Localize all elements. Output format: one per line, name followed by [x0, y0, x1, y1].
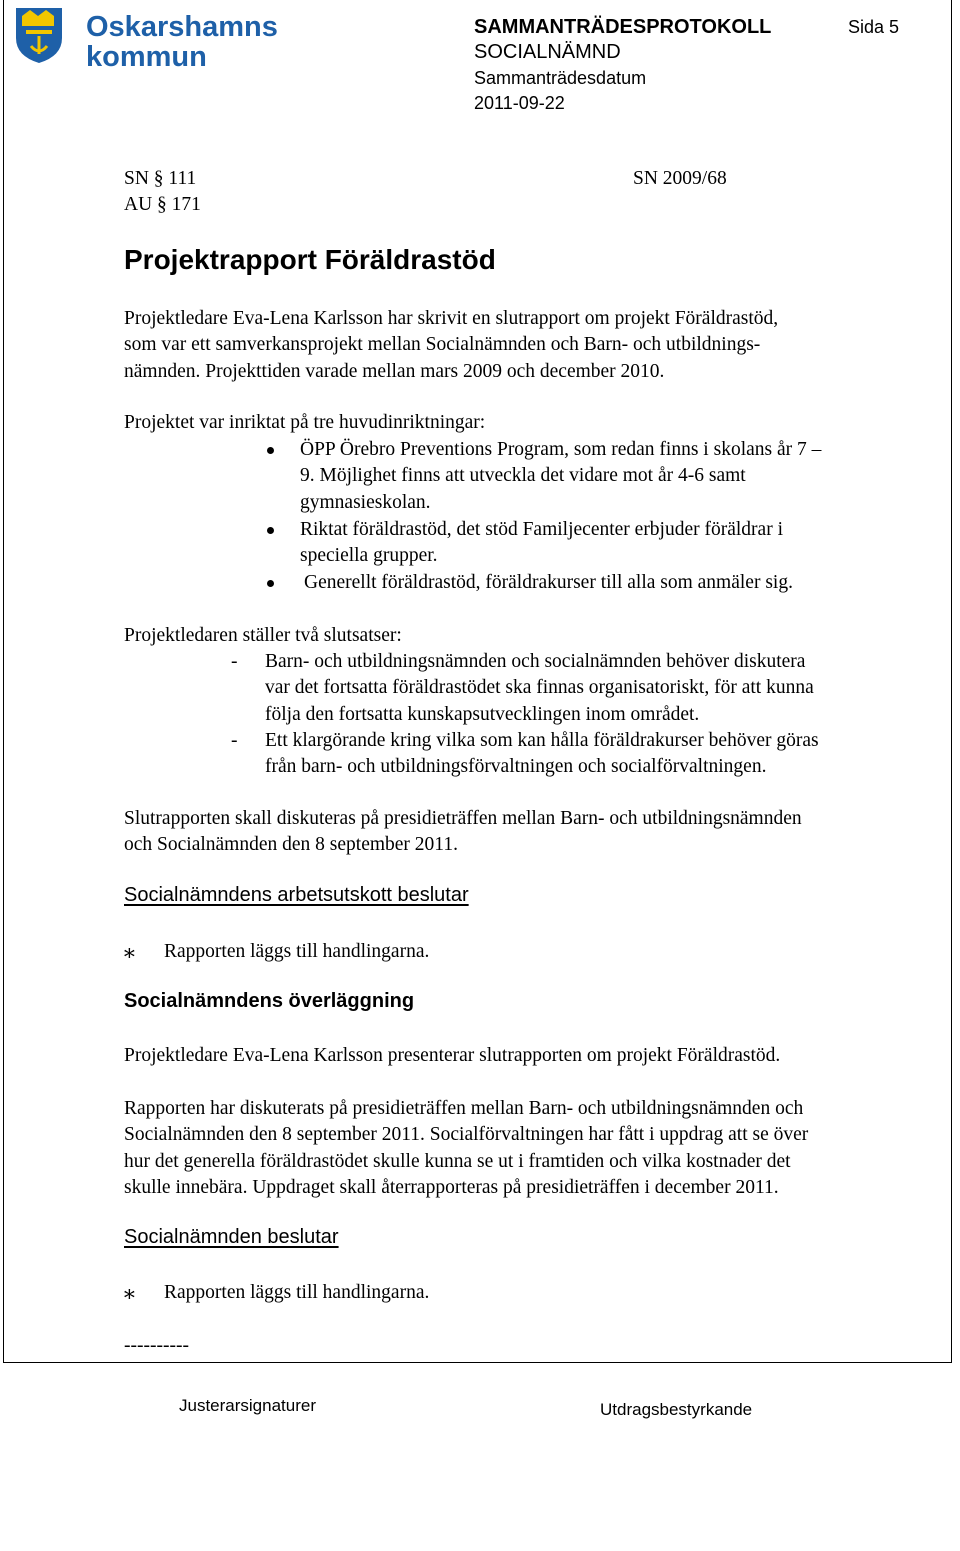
- text-line: 9. Möjlighet finns att utveckla det vidare mot år 4-6 samt: [300, 465, 746, 487]
- page-frame-left: [3, 0, 4, 1362]
- text-line: Slutrapporten skall diskuteras på presidieträffen mellan Barn- och utbildningsnämnden: [124, 808, 802, 829]
- section-separator: ----------: [124, 1335, 189, 1356]
- conclusion-item-2: [265, 728, 819, 781]
- bullet-icon: [267, 527, 274, 534]
- text-line: Rapporten har diskuterats på presidieträffen mellan Barn- och utbildningsnämnden och: [124, 1098, 804, 1119]
- intro-paragraph: [124, 306, 778, 385]
- bullet-icon: [267, 447, 274, 454]
- logo-line-2: kommun: [86, 41, 207, 73]
- case-number: SN 2009/68: [633, 168, 727, 189]
- text-line: Riktat föräldrastöd, det stöd Familjecenter erbjuder föräldrar i: [300, 519, 783, 540]
- page-frame-bottom: [3, 1362, 952, 1363]
- bullet-icon: [267, 580, 274, 587]
- sn-decision-heading: Socialnämnden beslutar: [124, 1226, 339, 1248]
- text-line: nämnden. Projekttiden varade mellan mars 2009 och december 2010.: [124, 360, 665, 382]
- committee-name: SOCIALNÄMND: [474, 41, 621, 63]
- logo-wordmark: [86, 12, 278, 72]
- conclusions-lead: Projektledaren ställer två slutsatser:: [124, 625, 402, 646]
- text-line: skulle innebära. Uppdraget skall återrapporteras på presidieträffen i december 2011.: [124, 1176, 779, 1198]
- direction-item-2: [300, 517, 783, 570]
- coat-of-arms-icon: [14, 6, 64, 64]
- directions-lead: Projektet var inriktat på tre huvudinriktningar:: [124, 412, 486, 433]
- text-line: och Socialnämnden den 8 september 2011.: [124, 834, 458, 856]
- municipality-logo: [14, 6, 278, 73]
- meeting-date-label: Sammanträdesdatum: [474, 68, 647, 88]
- text-line: var det fortsatta föräldrastödet ska finnas organisatoriskt, för att kunna: [265, 677, 814, 699]
- text-line: speciella grupper.: [300, 545, 438, 567]
- text-line: Projektledare Eva-Lena Karlsson har skrivit en slutrapport om projekt Föräldrastöd,: [124, 308, 779, 329]
- text-line: ÖPP Örebro Preventions Program, som redan finns i skolans år 7 –: [300, 439, 822, 460]
- text-line: följa den fortsatta kunskapsutvecklingen inom området.: [265, 703, 700, 725]
- meeting-date: 2011-09-22: [474, 93, 565, 113]
- document-type: SAMMANTRÄDESPROTOKOLL: [474, 16, 772, 38]
- asterisk-icon: ∗: [122, 1281, 137, 1306]
- dash-marker: -: [231, 730, 238, 751]
- au-paragraph-ref: AU § 171: [124, 194, 201, 215]
- text-line: som var ett samverkansprojekt mellan Socialnämnden och Barn- och utbildnings-: [124, 334, 761, 356]
- sn-paragraph-ref: SN § 111: [124, 168, 197, 189]
- page-title: Projektrapport Föräldrastöd: [124, 244, 496, 275]
- asterisk-icon: ∗: [122, 940, 137, 965]
- text-line: från barn- och utbildningsförvaltningen och socialförvaltningen.: [265, 756, 767, 778]
- au-decision-heading: Socialnämndens arbetsutskott beslutar: [124, 884, 469, 906]
- text-line: hur det generella föräldrastödet skulle kunna se ut i framtiden och vilka kostnader det: [124, 1150, 791, 1172]
- deliberation-paragraph-1: Projektledare Eva-Lena Karlsson presenterar slutrapporten om projekt Föräldrastöd.: [124, 1045, 781, 1066]
- sn-decision-item: Rapporten läggs till handlingarna.: [164, 1282, 430, 1303]
- au-decision-item: Rapporten läggs till handlingarna.: [164, 941, 430, 962]
- logo-line-1: Oskarshamns: [86, 11, 278, 43]
- page-number: Sida 5: [848, 17, 900, 37]
- text-line: Socialnämnden den 8 september 2011. Socialförvaltningen har fått i uppdrag att se över: [124, 1124, 809, 1146]
- direction-item-3: Generellt föräldrastöd, föräldrakurser till alla som anmäler sig.: [304, 572, 793, 593]
- discussion-paragraph: [124, 806, 802, 859]
- text-line: Ett klargörande kring vilka som kan hålla föräldrakurser behöver göras: [265, 730, 819, 751]
- page-frame-right: [951, 0, 952, 1362]
- text-line: Barn- och utbildningsnämnden och socialnämnden behöver diskutera: [265, 651, 806, 672]
- footer-signatures-label: Justerarsignaturer: [179, 1396, 317, 1415]
- direction-item-1: [300, 437, 821, 516]
- footer-certification-label: Utdragsbestyrkande: [600, 1400, 753, 1419]
- deliberation-heading: Socialnämndens överläggning: [124, 990, 415, 1012]
- text-line: gymnasieskolan.: [300, 491, 431, 513]
- conclusion-item-1: [265, 649, 814, 728]
- dash-marker: -: [231, 651, 238, 672]
- deliberation-paragraph-2: [124, 1096, 808, 1201]
